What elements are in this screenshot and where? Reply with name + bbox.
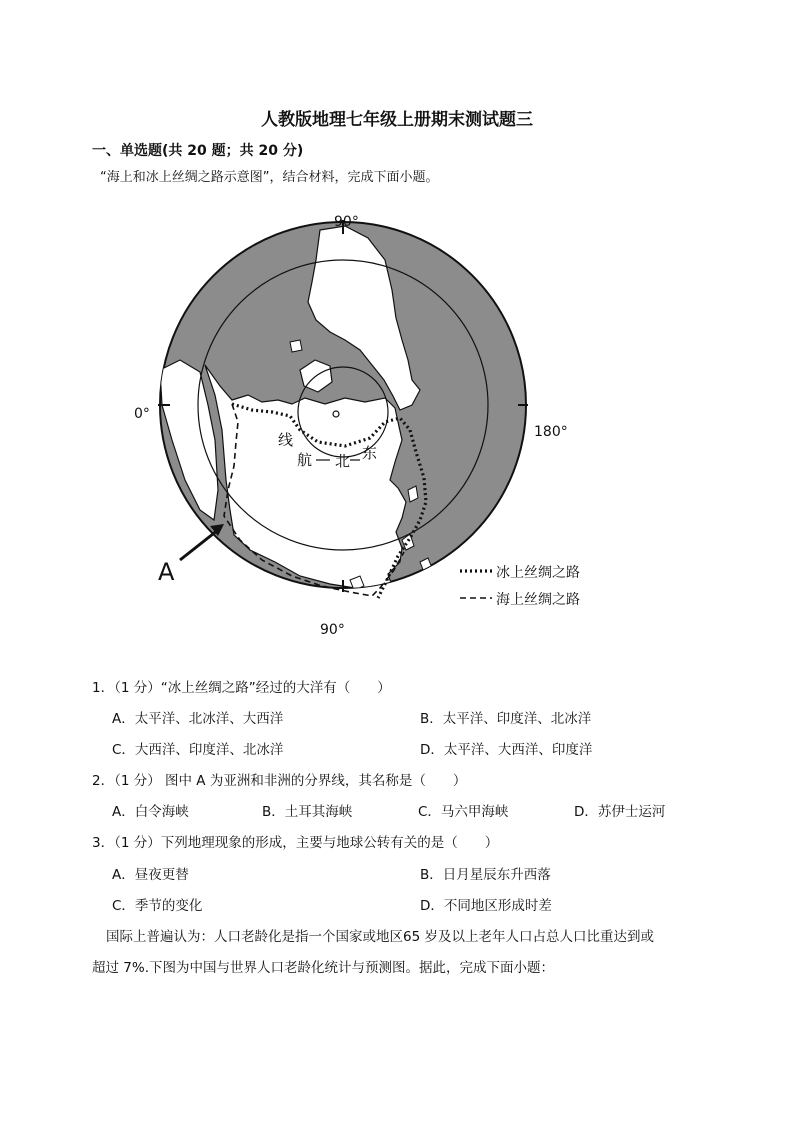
page-title: 人教版地理七年级上册期末测试题三: [261, 110, 533, 130]
question-1-option-a[interactable]: A．太平洋、北冰洋、大西洋: [112, 711, 284, 727]
question-2-option-b[interactable]: B．土耳其海峡: [262, 804, 353, 820]
question-3-option-b[interactable]: B．日月星辰东升西落: [420, 867, 551, 883]
question-3-stem: 3．（1 分）下列地理现象的形成，主要与地球公转有关的是（ ）: [92, 835, 499, 851]
pointer-arrow: [180, 530, 218, 560]
route-char: 航: [297, 451, 313, 469]
question-3-option-c[interactable]: C．季节的变化: [112, 898, 203, 914]
intro-text: “海上和冰上丝绸之路示意图”，结合材料，完成下面小题。: [100, 170, 439, 185]
route-char: 线: [278, 431, 294, 449]
longitude-label-top: 90°: [334, 214, 359, 230]
pointer-label-a: A: [158, 558, 175, 586]
route-char: 北: [335, 452, 351, 470]
question-2-option-c[interactable]: C．马六甲海峡: [418, 804, 509, 820]
longitude-label-bottom: 90°: [320, 622, 345, 638]
route-char: 东: [362, 444, 378, 462]
question-2-stem: 2．（1 分） 图中 A 为亚洲和非洲的分界线，其名称是（ ）: [92, 773, 467, 789]
question-2-option-a[interactable]: A．白令海峡: [112, 804, 189, 820]
question-1-option-b[interactable]: B．太平洋、印度洋、北冰洋: [420, 711, 592, 727]
question-3-option-a[interactable]: A．昼夜更替: [112, 867, 189, 883]
question-1-stem: 1．（1 分）“冰上丝绸之路”经过的大洋有（ ）: [92, 680, 391, 696]
legend-ice-label: 冰上丝绸之路: [496, 565, 580, 581]
island: [290, 340, 302, 352]
passage-line-1: 国际上普遍认为：人口老龄化是指一个国家或地区65 岁及以上老年人口占总人口比重达到或: [106, 929, 654, 945]
eurasia-landmass: [205, 365, 406, 595]
silk-road-map: [0, 190, 794, 650]
question-2-option-d[interactable]: D．苏伊士运河: [574, 804, 666, 820]
question-3-option-d[interactable]: D．不同地区形成时差: [420, 898, 552, 914]
section-heading: 一、单选题(共 20 题；共 20 分): [92, 143, 304, 159]
longitude-label-left: 0°: [134, 406, 150, 422]
question-1-option-d[interactable]: D．太平洋、大西洋、印度洋: [420, 742, 593, 758]
legend-sea-label: 海上丝绸之路: [496, 592, 580, 608]
longitude-label-right: 180°: [534, 424, 568, 440]
passage-line-2: 超过 7%.下图为中国与世界人口老龄化统计与预测图。据此，完成下面小题：: [92, 960, 554, 976]
question-1-option-c[interactable]: C．大西洋、印度洋、北冰洋: [112, 742, 284, 758]
